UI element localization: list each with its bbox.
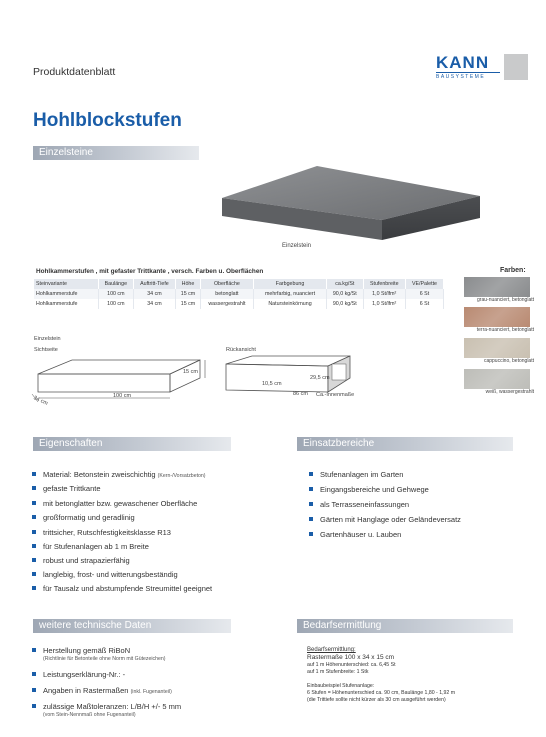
col-header: Stufenbreite [363,279,405,289]
bedarf-heading: Bedarfsermittlung: [307,647,356,653]
color-swatch [464,307,530,327]
list-item: als Terrasseneinfassungen [320,500,410,509]
table-cell: 1,0 St/lfm² [363,289,405,299]
table-cell: 6 St [405,289,443,299]
drawing-front-view [30,352,210,412]
col-header: Steinvariante [34,279,99,289]
list-item: robust und strapazierfähig [43,556,130,565]
spec-table-header-row [34,279,444,289]
list-item-note: (vom Stein-Nennmaß ohne Fugenanteil) [43,712,136,718]
list-item: großformatig und geradlinig [43,513,135,522]
table-cell: Natursteinkörnung [254,299,327,309]
list-item: für Tausalz und abstumpfende Streumittel geeignet [43,584,213,593]
drawing-left-title: Einzelstein [34,336,61,342]
color-swatch [464,338,530,358]
color-swatch [464,277,530,297]
drawing-inner-height: 10,5 cm [262,381,282,387]
table-cell: 34 cm [133,289,176,299]
list-item: Leistungserklärung-Nr.: - [43,670,126,679]
table-cell: Hohlkammerstufe [34,289,99,299]
list-item: Gartenhäuser u. Lauben [320,530,402,539]
logo-sub: BAUSYSTEME [436,72,500,80]
col-header: Baulänge [99,279,134,289]
table-cell: wassergestrahlt [200,299,253,309]
table-row [34,289,444,299]
list-item-note: (Richtlinie für Betonteile ohne Norm mit Gütezeichen) [43,656,166,662]
page-title: Hohlblockstufen [33,110,182,131]
colors-heading: Farben: [500,267,526,274]
table-cell: betonglatt [200,289,253,299]
list-item: trittsicher, Rutschfestigkeitsklasse R13 [43,528,171,537]
einsatzbereiche-list [320,470,520,550]
table-row [34,299,444,309]
logo-main: KANN [436,53,490,72]
col-header: Oberfläche [200,279,253,289]
table-cell: 34 cm [133,299,176,309]
section-bar-bedarf: Bedarfsermittlung [297,619,513,633]
color-swatch-label: terra-nuanciert, betonglatt [476,327,534,333]
stone-caption: Einzelstein [282,243,312,249]
table-cell: 1,0 St/lfm² [363,299,405,309]
section-bar-einzelsteine: Einzelsteine [33,146,199,160]
document-type-label: Produktdatenblatt [33,66,116,78]
spec-table-title: Hohlkammerstufen , mit gefaster Trittkante , versch. Farben u. Oberflächen [36,268,264,275]
drawing-height-label: 15 cm [183,369,198,375]
col-header: ca.kg/St [327,279,364,289]
spec-table [34,279,444,309]
col-header: Höhe [176,279,201,289]
table-cell: mehrfarbig, nuanciert [254,289,327,299]
col-header: Auftritt-Tiefe [133,279,176,289]
list-item: gefaste Trittkante [43,484,101,493]
bedarf-line: auf 1 m Höhenunterschied: ca. 6,45 St [307,662,396,668]
list-item: zulässige Maßtoleranzen: L/B/H +/- 5 mm [43,702,182,711]
bedarf-example: (die Trittiefe sollte nicht kürzer als 30 cm ausgeführt werden) [307,697,446,703]
drawing-inner-length: 86 cm [293,391,308,397]
list-item: langlebig, frost- und witterungsbeständig [43,570,178,579]
section-bar-technische-daten: weitere technische Daten [33,619,231,633]
section-bar-eigenschaften: Eigenschaften [33,437,231,451]
list-item: für Stufenanlagen ab 1 m Breite [43,542,149,551]
col-header: VE/Palette [405,279,443,289]
drawing-inner-note: Ca.-Innenmaße [316,392,355,398]
table-cell: 90,0 kg/St [327,289,364,299]
list-item: Stufenanlagen im Garten [320,470,404,479]
list-item: Angaben in Rastermaßen (inkl. Fugenanteil) [43,686,172,695]
list-item: Eingangsbereiche und Gehwege [320,485,429,494]
bedarf-example-heading: Einbaubeispiel Stufenanlage: [307,683,375,689]
table-cell: 90,0 kg/St [327,299,364,309]
drawing-left-subtitle: Sichtseite [34,347,58,353]
bedarf-raster: Rastermaße 100 x 34 x 15 cm [307,654,395,661]
eigenschaften-list [43,470,293,600]
list-item: Material: Betonstein zweischichtig (Kern-/Vorsatzbeton) [43,470,206,479]
color-swatch [464,369,530,389]
technische-daten-list [43,646,293,726]
list-item: Herstellung gemäß RiBoN [43,646,131,655]
kann-logo [436,55,500,79]
table-cell: 15 cm [176,299,201,309]
bedarf-line: auf 1 m Stufenbreite: 1 Stk [307,669,369,675]
drawing-inner-width: 29,5 cm [310,375,330,381]
table-cell: 100 cm [99,299,134,309]
stone-product-image [222,160,484,244]
col-header: Farbgebung [254,279,327,289]
list-item: Gärten mit Hanglage oder Geländeversatz [320,515,461,524]
bedarf-block [307,646,527,704]
table-cell: Hohlkammerstufe [34,299,99,309]
list-item: mit betonglatter bzw. gewaschener Oberfläche [43,499,198,508]
bedarf-example: 6 Stufen = Höhenunterschied ca. 90 cm, Baulänge 1,80 - 1,92 m [307,690,456,696]
drawing-length-label: 100 cm [113,393,132,399]
header-grey-block [504,54,528,80]
table-cell: 6 St [405,299,443,309]
color-swatch-label: grau-nuanciert, betonglatt [477,297,534,303]
drawing-depth-label: 34 cm [32,395,49,407]
drawing-right-title: Rückansicht [226,347,256,353]
color-swatch-label: weiß, wassergestrahlt [485,389,534,395]
section-bar-einsatzbereiche: Einsatzbereiche [297,437,513,451]
color-swatch-label: cappuccino, betonglatt [483,358,534,364]
table-cell: 100 cm [99,289,134,299]
table-cell: 15 cm [176,289,201,299]
